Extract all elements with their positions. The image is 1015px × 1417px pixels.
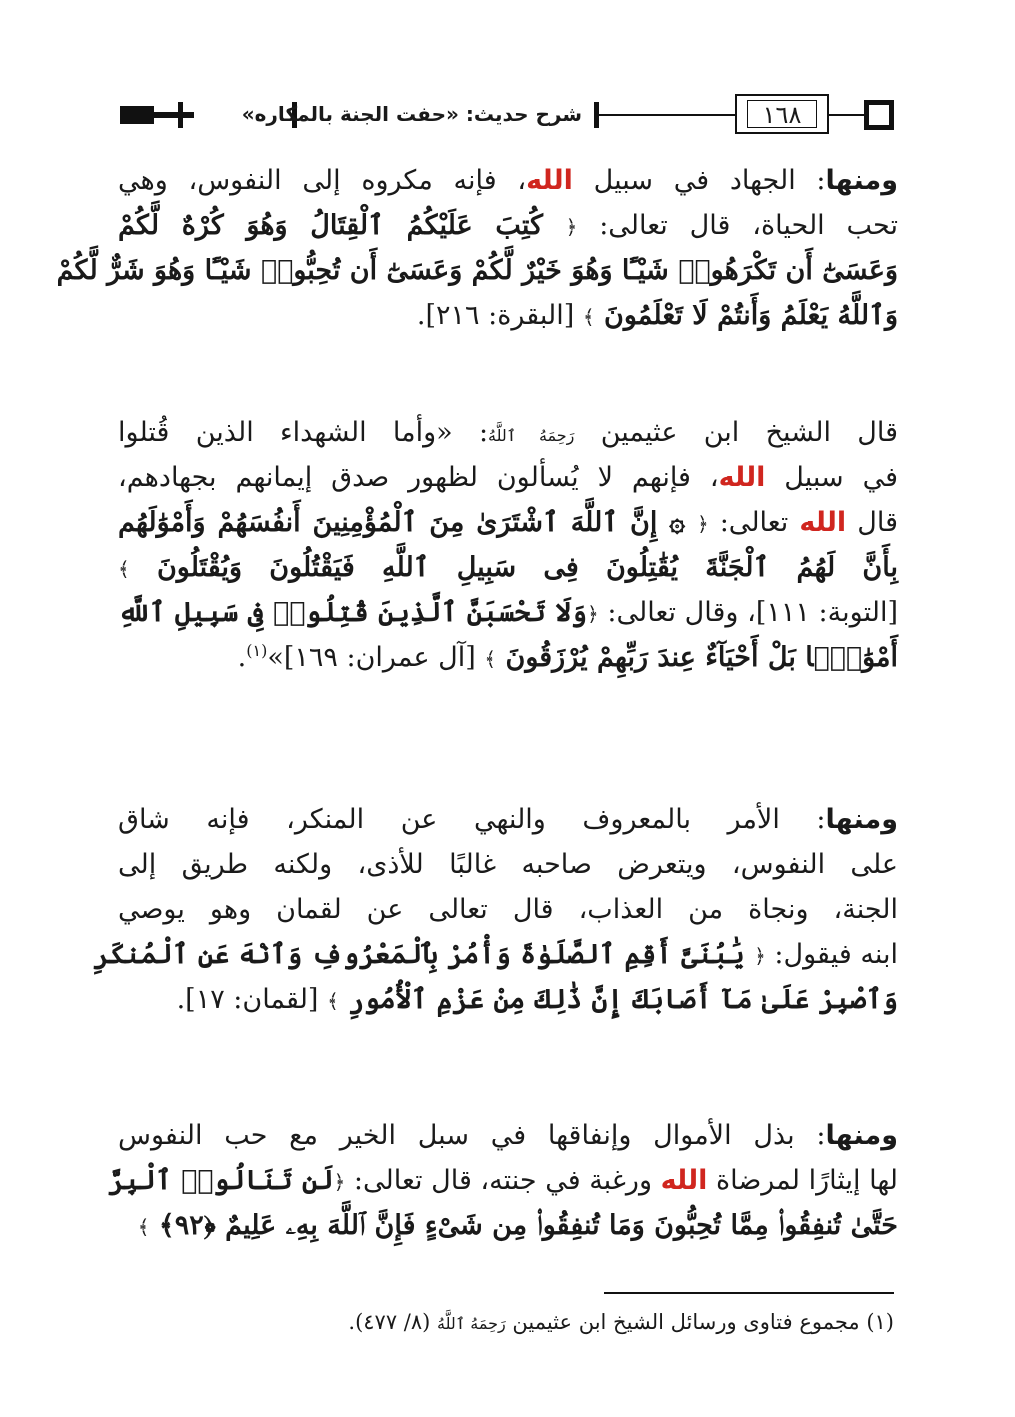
body-text: [البقرة: ٢١٦]. bbox=[416, 300, 583, 331]
paragraph-spending-wealth bbox=[108, 1113, 898, 1248]
body-text: الجنة، ونجاة من العذاب، قال تعالى عن لقمان وهو يوصي bbox=[118, 894, 898, 925]
body-text: قال الشيخ ابن عثيمين bbox=[574, 417, 899, 448]
honorific: رَحِمَهُ ٱللَّهُ bbox=[437, 1314, 506, 1333]
body-text: (١) مجموع فتاوى ورسائل الشيخ ابن عثيمين bbox=[505, 1310, 894, 1334]
body-text: ، فإنهم لا يُسألون لظهور صدق إيمانهم بجهادهم، bbox=[118, 462, 719, 493]
running-title: شرح حديث: «حفت الجنة بالمكاره» bbox=[312, 96, 582, 132]
ornate-bracket: ﴾ bbox=[582, 305, 595, 329]
header-rule-left bbox=[154, 112, 194, 118]
divine-name: الله bbox=[799, 507, 847, 538]
text-line bbox=[118, 203, 898, 248]
text-line bbox=[118, 455, 898, 500]
body-text: : الجهاد في سبيل bbox=[572, 165, 826, 196]
body-text: . bbox=[237, 642, 247, 673]
quran-verse-text: وَٱصْبِرْ عَلَىٰ مَآ أَصَابَكَ إِنَّ ذَٰلِكَ مِنْ عَزْمِ ٱلْأُمُورِ bbox=[338, 984, 898, 1015]
lead-word: ومنها bbox=[825, 165, 899, 196]
text-line bbox=[118, 293, 898, 338]
body-text: (٨/ ٤٧٧). bbox=[348, 1310, 438, 1334]
quran-verse-text: كُتِبَ عَلَيْكُمُ ٱلْقِتَالُ وَهُوَ كُرْهٌ لَّكُمْ bbox=[118, 210, 566, 241]
body-text: ابنه فيقول: bbox=[765, 939, 898, 970]
text-line bbox=[118, 842, 898, 887]
footnote-separator bbox=[604, 1292, 894, 1294]
text-line bbox=[93, 932, 898, 977]
quran-verse-text: وَعَسَىٰٓ أَن تَكْرَهُوا۟ شَيْـًٔا وَهُوَ خَيْرٌ لَّكُمْ وَعَسَىٰٓ أَن تُحِبُّوا۟ شَيْـًٔا وَهُوَ شَرٌّ لَّكُمْ bbox=[56, 255, 898, 286]
quran-verse-text: وَٱللَّهُ يَعْلَمُ وَأَنتُمْ لَا تَعْلَمُونَ bbox=[594, 300, 898, 331]
text-line bbox=[118, 500, 898, 545]
ornate-bracket: ﴿ bbox=[565, 215, 578, 239]
body-text: قال bbox=[846, 507, 898, 538]
body-text: : بذل الأموال وإنفاقها في سبل الخير مع حب النفوس bbox=[118, 1120, 826, 1151]
paragraph-enjoining-good bbox=[93, 797, 898, 1022]
footnote bbox=[118, 1302, 894, 1344]
text-line bbox=[118, 545, 898, 590]
text-line bbox=[118, 1113, 898, 1158]
text-line bbox=[118, 635, 898, 680]
ornate-bracket: ﴾ bbox=[327, 989, 339, 1013]
header-rule-right bbox=[829, 114, 864, 116]
body-text: : «وأما الشهداء الذين قُتلوا bbox=[118, 417, 489, 448]
body-text: [لقمان: ١٧]. bbox=[176, 984, 328, 1015]
text-line bbox=[118, 410, 898, 455]
text-line bbox=[118, 977, 898, 1022]
quran-verse-text: أَمْوَٰتًۢا بَلْ أَحْيَآءٌ عِندَ رَبِّهِمْ يُرْزَقُونَ bbox=[496, 642, 898, 673]
footnote-reference: (١) bbox=[246, 641, 268, 660]
lead-word: ومنها bbox=[825, 1120, 898, 1151]
text-line bbox=[108, 1158, 898, 1203]
body-text: ، فإنه مكروه إلى النفوس، وهي bbox=[118, 165, 527, 196]
body-text: تحب الحياة، قال تعالى: bbox=[577, 210, 898, 241]
ornate-bracket: ﴿ bbox=[696, 512, 709, 536]
ornate-bracket: ﴾ bbox=[484, 647, 497, 671]
quran-verse-text: وَلَا تَحْسَبَنَّ ٱلَّذِينَ قُتِلُوا۟ فِى سَبِيلِ ٱللَّهِ bbox=[118, 597, 587, 628]
ornate-bracket: ﴿ bbox=[333, 1170, 346, 1194]
paragraph-ibn-uthaymeen-quote bbox=[118, 410, 898, 680]
divine-name: الله bbox=[660, 1165, 708, 1196]
body-text: تعالى: bbox=[708, 507, 800, 538]
page-number: ١٦٨ bbox=[762, 101, 802, 129]
quran-verse-text: يَٰبُنَىَّ أَقِمِ ٱلصَّلَوٰةَ وَأْمُرْ بِٱلْمَعْرُوفِ وَٱنْهَ عَنِ ٱلْمُنكَرِ bbox=[93, 939, 755, 970]
text-line bbox=[118, 1203, 898, 1248]
text-line bbox=[118, 158, 898, 203]
text-line bbox=[118, 590, 898, 635]
text-line bbox=[118, 797, 898, 842]
body-text: على النفوس، ويتعرض صاحبه غالبًا للأذى، ولكنه طريق إلى bbox=[118, 849, 898, 880]
header-left-tick bbox=[178, 102, 183, 128]
quran-verse-text: لَن تَنَالُوا۟ ٱلْبِرَّ bbox=[108, 1165, 334, 1196]
ornate-bracket: ﴿ bbox=[587, 602, 599, 626]
paragraph-jihad bbox=[56, 158, 899, 338]
ornate-bracket: ﴾ bbox=[137, 1215, 150, 1239]
body-text: : الأمر بالمعروف والنهي عن المنكر، فإنه شاق bbox=[118, 804, 826, 835]
body-text: ورغبة في جنته، قال تعالى: bbox=[345, 1165, 661, 1196]
header-corner-box bbox=[864, 100, 894, 130]
body-text: [التوبة: ١١١]، وقال تعالى: bbox=[598, 597, 898, 628]
text-line bbox=[118, 887, 898, 932]
body-text: في سبيل bbox=[765, 462, 898, 493]
quran-verse-text: بِأَنَّ لَهُمُ ٱلْجَنَّةَ يُقَٰتِلُونَ فِى سَبِيلِ ٱللَّهِ فَيَقْتُلُونَ وَيُقْتَلُونَ bbox=[129, 552, 898, 583]
quran-verse-text: ۞ إِنَّ ٱللَّهَ ٱشْتَرَىٰ مِنَ ٱلْمُؤْمِنِينَ أَنفُسَهُمْ وَأَمْوَٰلَهُم bbox=[118, 507, 697, 538]
page-header bbox=[120, 94, 895, 136]
honorific: رَحِمَهُ ٱللَّهُ bbox=[488, 426, 575, 445]
lead-word: ومنها bbox=[825, 804, 898, 835]
header-left-bar bbox=[120, 106, 154, 124]
divine-name: الله bbox=[718, 462, 766, 493]
body-text: [آل عمران: ١٦٩]» bbox=[267, 642, 485, 673]
body-text: لها إيثارًا لمرضاة bbox=[707, 1165, 898, 1196]
ornate-bracket: ﴾ bbox=[118, 557, 130, 581]
header-rule-center bbox=[599, 114, 735, 116]
text-line bbox=[56, 248, 898, 293]
quran-verse-text: حَتَّىٰ تُنفِقُوا۟ مِمَّا تُحِبُّونَ وَمَا تُنفِقُوا۟ مِن شَىْءٍ فَإِنَّ ٱللَّهَ بِهِۦ عَلِيمٌ ﴿٩٢﴾ bbox=[149, 1210, 898, 1241]
divine-name: الله bbox=[526, 165, 573, 196]
page-number-frame bbox=[735, 94, 829, 134]
ornate-bracket: ﴿ bbox=[754, 944, 766, 968]
